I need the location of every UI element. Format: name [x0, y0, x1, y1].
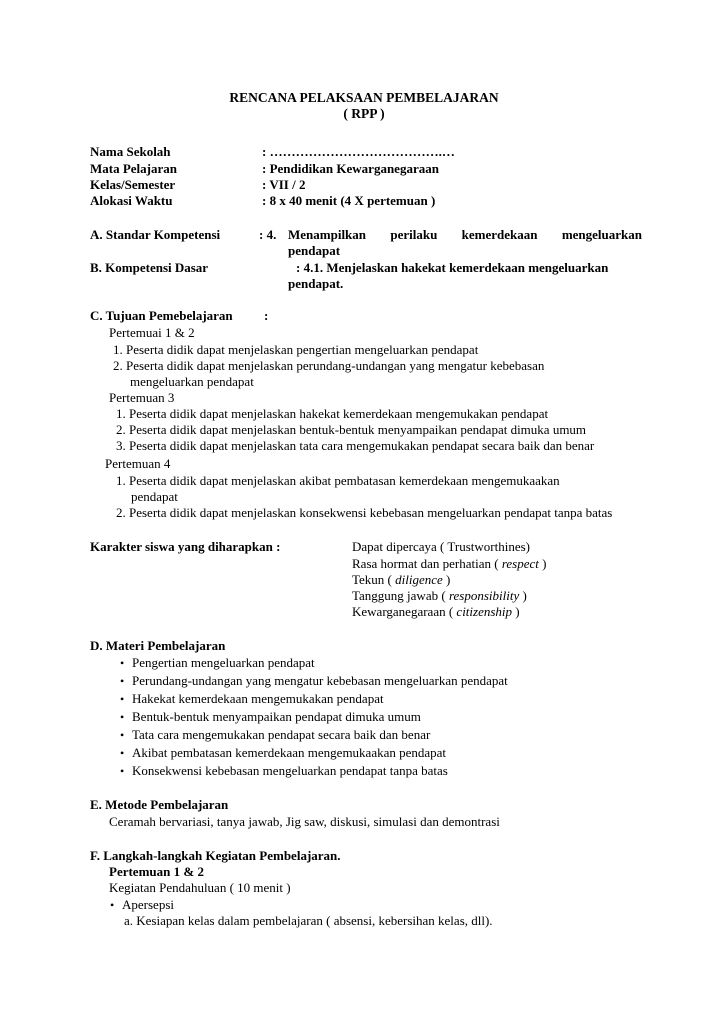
objective-item: 1. Peserta didik dapat menjelaskan akibat pembatasan kemerdekaan mengemukaakan: [116, 473, 560, 488]
materi-item: • Akibat pembatasan kemerdekaan mengemukaakan pendapat: [120, 745, 446, 761]
karakter-item: Kewarganegaraan ( citizenship ): [352, 604, 520, 619]
section-d-label: D. Materi Pembelajaran: [90, 638, 226, 653]
identity-label: Alokasi Waktu: [90, 193, 173, 208]
section-b-text: : 4.1. Menjelaskan hakekat kemerdekaan mengeluarkan: [296, 260, 609, 275]
meeting-title: Pertemuan 4: [105, 456, 171, 471]
karakter-label: Karakter siswa yang diharapkan :: [90, 539, 281, 554]
objective-item: 1. Peserta didik dapat menjelaskan hakekat kemerdekaan mengemukakan pendapat: [116, 406, 549, 421]
identity-label: Kelas/Semester: [90, 177, 176, 192]
materi-item: • Bentuk-bentuk menyampaikan pendapat dimuka umum: [120, 709, 421, 725]
karakter-item: Rasa hormat dan perhatian ( respect ): [352, 556, 547, 571]
section-e-label: E. Metode Pembelajaran: [90, 797, 229, 812]
meeting-title: Pertemuan 3: [109, 390, 175, 405]
section-a-word: kemerdekaan: [461, 227, 538, 242]
objective-item: 1. Peserta didik dapat menjelaskan pengertian mengeluarkan pendapat: [113, 342, 479, 357]
karakter-item: Dapat dipercaya ( Trustworthines): [352, 539, 530, 554]
document-subtitle: ( RPP ): [343, 106, 385, 121]
section-f-label: F. Langkah-langkah Kegiatan Pembelajaran.: [90, 848, 341, 863]
materi-item: • Konsekwensi kebebasan mengeluarkan pendapat tanpa batas: [120, 763, 448, 779]
section-a-text: [288, 227, 642, 243]
section-a-continuation: pendapat: [288, 243, 341, 258]
objective-item: 2. Peserta didik dapat menjelaskan bentuk-bentuk menyampaikan pendapat dimuka umum: [116, 422, 587, 437]
kegiatan-title: Kegiatan Pendahuluan ( 10 menit ): [109, 880, 291, 895]
section-c-label: C. Tujuan Pemebelajaran: [90, 308, 233, 323]
objective-item: 3. Peserta didik dapat menjelaskan tata cara mengemukakan pendapat secara baik dan benar: [116, 438, 595, 453]
section-f-subtitle: Pertemuan 1 & 2: [109, 864, 204, 879]
objective-item-continuation: mengeluarkan pendapat: [130, 374, 254, 389]
section-a-word: mengeluarkan: [561, 227, 642, 242]
section-c-colon: :: [264, 308, 269, 323]
document-title: RENCANA PELAKSAAN PEMBELAJARAN: [229, 90, 499, 105]
identity-value: : VII / 2: [262, 177, 306, 192]
meeting-title: Pertemuai 1 & 2: [109, 325, 195, 340]
materi-item: • Tata cara mengemukakan pendapat secara baik dan benar: [120, 727, 430, 743]
section-e-text: Ceramah bervariasi, tanya jawab, Jig saw, diskusi, simulasi dan demontrasi: [109, 814, 500, 829]
identity-value: : 8 x 40 menit (4 X pertemuan ): [262, 193, 436, 208]
apersepsi-item: • Apersepsi: [110, 897, 174, 913]
materi-item: • Hakekat kemerdekaan mengemukakan pendapat: [120, 691, 384, 707]
section-b-continuation: pendapat.: [288, 276, 344, 291]
identity-value: : Pendidikan Kewarganegaraan: [262, 161, 439, 176]
objective-item: 2. Peserta didik dapat menjelaskan konsekwensi kebebasan mengeluarkan pendapat tanpa batas: [116, 505, 613, 520]
identity-label: Mata Pelajaran: [90, 161, 178, 176]
section-a-word: Menampilkan: [288, 227, 367, 242]
section-a-label: A. Standar Kompetensi: [90, 227, 221, 242]
section-a-word: perilaku: [390, 227, 438, 242]
objective-item: 2. Peserta didik dapat menjelaskan perundang-undangan yang mengatur kebebasan: [113, 358, 545, 373]
identity-value: : ………………………………….…: [262, 144, 455, 159]
section-b-label: B. Kompetensi Dasar: [90, 260, 209, 275]
identity-label: Nama Sekolah: [90, 144, 171, 159]
apersepsi-sub-item: a. Kesiapan kelas dalam pembelajaran ( absensi, kebersihan kelas, dll).: [124, 913, 493, 928]
karakter-item: Tanggung jawab ( responsibility ): [352, 588, 527, 603]
karakter-item: Tekun ( diligence ): [352, 572, 451, 587]
objective-item-continuation: pendapat: [131, 489, 178, 504]
materi-item: • Perundang-undangan yang mengatur kebebasan mengeluarkan pendapat: [120, 673, 508, 689]
section-a-number: : 4.: [259, 227, 277, 242]
materi-item: • Pengertian mengeluarkan pendapat: [120, 655, 315, 671]
